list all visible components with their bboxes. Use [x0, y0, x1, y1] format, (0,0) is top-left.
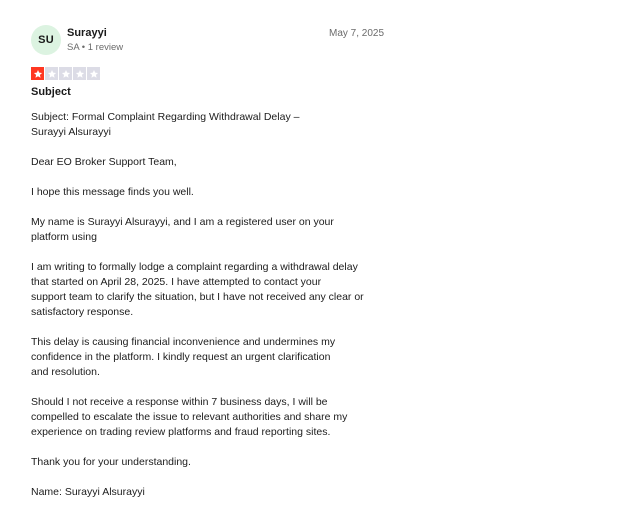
star-filled-icon	[31, 67, 44, 80]
review-paragraph	[31, 185, 411, 200]
review-text-line: Subject: Formal Complaint Regarding Withdrawal Delay –	[31, 111, 300, 123]
reviewer-name[interactable]: Surayyi	[67, 27, 107, 39]
star-rating	[31, 67, 100, 80]
review-paragraph	[31, 395, 411, 440]
review-text-line: satisfactory response.	[31, 306, 134, 318]
review-paragraph	[31, 110, 411, 140]
review-text-line: platform using	[31, 231, 97, 243]
reviewer-meta: SA • 1 review	[67, 42, 124, 53]
review-text-line: Name: Surayyi Alsurayyi	[31, 486, 145, 498]
review-paragraph	[31, 485, 411, 500]
review-body	[31, 110, 411, 515]
review-text-line: Thank you for your understanding.	[31, 456, 191, 468]
review-paragraph	[31, 335, 411, 380]
review-text-line: compelled to escalate the issue to relevant authorities and share my	[31, 411, 348, 423]
review-date: May 7, 2025	[329, 28, 385, 39]
review-title: Subject	[31, 86, 71, 98]
review-text-line: I am writing to formally lodge a complaint regarding a withdrawal delay	[31, 261, 358, 273]
review-text-line: I hope this message finds you well.	[31, 186, 194, 198]
review-text-line: Surayyi Alsurayyi	[31, 126, 111, 138]
review-paragraph	[31, 155, 411, 170]
review-paragraph	[31, 215, 411, 245]
review-paragraph	[31, 455, 411, 470]
review-text-line: support team to clarify the situation, but I have not received any clear or	[31, 291, 364, 303]
star-empty-icon	[45, 67, 58, 80]
review-text-line: My name is Surayyi Alsurayyi, and I am a registered user on your	[31, 216, 334, 228]
review-text-line: and resolution.	[31, 366, 100, 378]
review-text-line: Should I not receive a response within 7 business days, I will be	[31, 396, 328, 408]
star-empty-icon	[87, 67, 100, 80]
review-text-line: This delay is causing financial inconvenience and undermines my	[31, 336, 336, 348]
review-text-line: confidence in the platform. I kindly request an urgent clarification	[31, 351, 331, 363]
review-paragraph	[31, 260, 411, 320]
review-text-line: that started on April 28, 2025. I have attempted to contact your	[31, 276, 322, 288]
avatar[interactable]: SU	[31, 25, 61, 55]
star-empty-icon	[73, 67, 86, 80]
review-text-line: experience on trading review platforms and fraud reporting sites.	[31, 426, 331, 438]
review-text-line: Dear EO Broker Support Team,	[31, 156, 177, 168]
star-empty-icon	[59, 67, 72, 80]
